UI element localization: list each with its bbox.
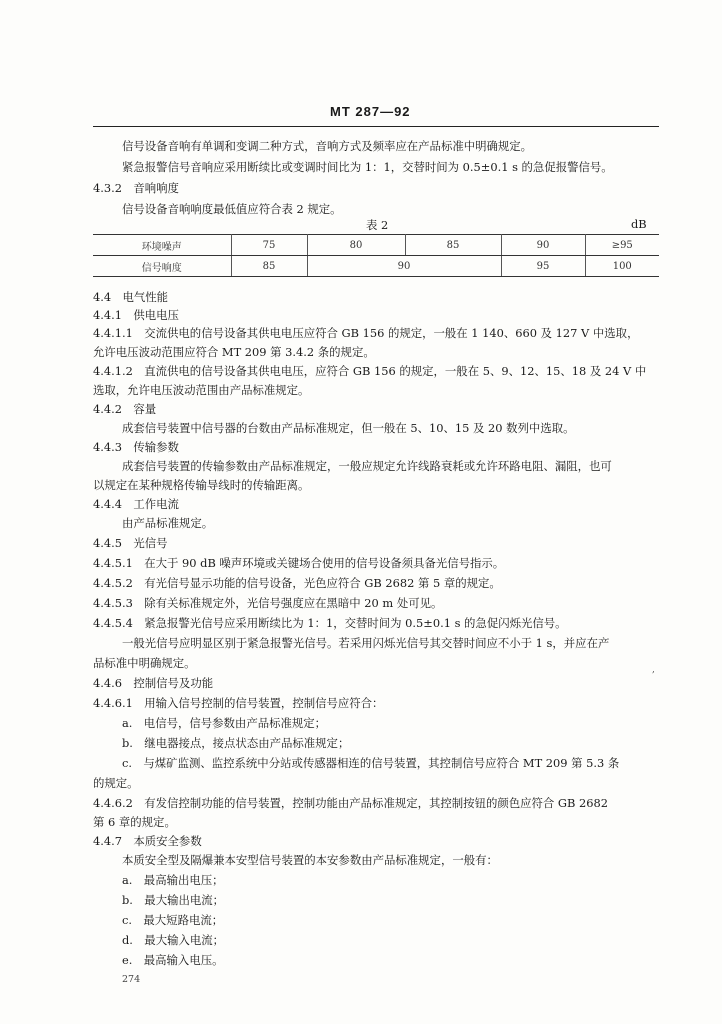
list-item: d. 最大输入电流； xyxy=(122,933,225,947)
list-item: a. 最高输出电压； xyxy=(122,873,224,887)
section-heading: 4.4.7 本质安全参数 xyxy=(93,834,202,848)
row-label: 环境噪声 xyxy=(93,235,231,256)
list-item: c. 与煤矿监测、监控系统中分站或传感器相连的信号装置，其控制信号应符合 MT 209 第 5.3 条 xyxy=(122,756,620,770)
section-heading: 4.4.6 控制信号及功能 xyxy=(93,676,214,690)
page-number: 274 xyxy=(122,974,141,985)
section-heading: 4.4.1 供电电压 xyxy=(93,308,179,322)
paragraph-line: 4.4.5.1 在大于 90 dB 噪声环境或关键场合使用的信号设备须具备光信号指示。 xyxy=(93,556,505,570)
table-row xyxy=(93,256,659,277)
paragraph-line: 4.4.5.3 除有关标准规定外，光信号强度应在黑暗中 20 m 处可见。 xyxy=(93,596,443,610)
paragraph-line: 的规定。 xyxy=(93,776,139,790)
list-item: e. 最高输入电压。 xyxy=(122,953,224,967)
paragraph-line: 紧急报警信号音响应采用断续比或变调时间比为 1：1，交替时间为 0.5±0.1 s 的急促报警信号。 xyxy=(122,160,613,174)
table-cell: 80 xyxy=(307,235,405,256)
paragraph-line: 4.4.5.4 紧急报警光信号应采用断续比为 1：1，交替时间为 0.5±0.1 s 的急促闪烁光信号。 xyxy=(93,616,567,630)
row-label: 信号响度 xyxy=(93,256,231,277)
table-cell: ≥95 xyxy=(585,235,659,256)
list-item: b. 最大输出电流； xyxy=(122,893,225,907)
table-cell: 95 xyxy=(501,256,585,277)
paragraph-line: 第 6 章的规定。 xyxy=(93,815,176,829)
paragraph-line: 品标准中明确规定。 xyxy=(93,656,196,670)
table-cell: 85 xyxy=(231,256,307,277)
section-heading: 4.4.4 工作电流 xyxy=(93,497,179,511)
list-item: c. 最大短路电流； xyxy=(122,913,224,927)
table-cell: 90 xyxy=(501,235,585,256)
paragraph-line: 以规定在某种规格传输导线时的传输距离。 xyxy=(93,478,310,492)
paragraph-line: 4.4.1.1 交流供电的信号设备其供电电压应符合 GB 156 的规定，一般在 1 140、660 及 127 V 中选取， xyxy=(93,326,639,340)
paragraph-line: 一般光信号应明显区别于紧急报警光信号。若采用闪烁光信号其交替时间应不小于 1 s，并应在产 xyxy=(122,636,610,650)
table-cell: 90 xyxy=(307,256,501,277)
paragraph-line: 4.4.6.1 用输入信号控制的信号装置，控制信号应符合： xyxy=(93,696,384,710)
paragraph-line: 选取，允许电压波动范围由产品标准规定。 xyxy=(93,383,310,397)
section-heading: 4.4 电气性能 xyxy=(93,290,169,304)
paragraph-line: 允许电压波动范围应符合 MT 209 第 3.4.2 条的规定。 xyxy=(93,345,375,359)
paragraph-line: 由产品标准规定。 xyxy=(122,516,214,530)
table-unit: dB xyxy=(631,217,647,231)
section-heading: 4.4.2 容量 xyxy=(93,402,157,416)
paragraph-line: 成套信号装置中信号器的台数由产品标准规定，但一般在 5、10、15 及 20 数列中选取。 xyxy=(122,421,575,435)
table-2 xyxy=(93,234,659,277)
paragraph-line: 信号设备音响响度最低值应符合表 2 规定。 xyxy=(122,202,342,216)
list-item: a. 电信号，信号参数由产品标准规定； xyxy=(122,716,327,730)
table-cell: 85 xyxy=(405,235,501,256)
paragraph-line: 4.4.1.2 直流供电的信号设备其供电电压，应符合 GB 156 的规定，一般在 5、9、12、15、18 及 24 V 中 xyxy=(93,364,647,378)
section-heading: 4.4.5 光信号 xyxy=(93,536,168,550)
table-cell: 100 xyxy=(585,256,659,277)
section-heading: 4.3.2 音响响度 xyxy=(93,181,179,195)
paragraph-line: 4.4.5.2 有光信号显示功能的信号设备，光色应符合 GB 2682 第 5 章的规定。 xyxy=(93,576,501,590)
page-header-standard-number: MT 287—92 xyxy=(330,104,411,119)
paragraph-line: 4.4.6.2 有发信控制功能的信号装置，控制功能由产品标准规定，其控制按钮的颜色应符合 GB 2682 xyxy=(93,796,609,810)
paragraph-line: 本质安全型及隔爆兼本安型信号装置的本安参数由产品标准规定，一般有： xyxy=(122,853,498,867)
table-caption: 表 2 xyxy=(366,218,389,232)
list-item: b. 继电器接点，接点状态由产品标准规定； xyxy=(122,736,350,750)
paragraph-line: 信号设备音响有单调和变调二种方式，音响方式及频率应在产品标准中明确规定。 xyxy=(122,139,533,153)
scan-speck: , xyxy=(652,665,655,675)
section-heading: 4.4.3 传输参数 xyxy=(93,440,179,454)
paragraph-line: 成套信号装置的传输参数由产品标准规定，一般应规定允许线路衰耗或允许环路电阻、漏阻，也可 xyxy=(122,459,612,473)
table-row xyxy=(93,235,659,256)
header-rule xyxy=(93,126,659,127)
table-cell: 75 xyxy=(231,235,307,256)
